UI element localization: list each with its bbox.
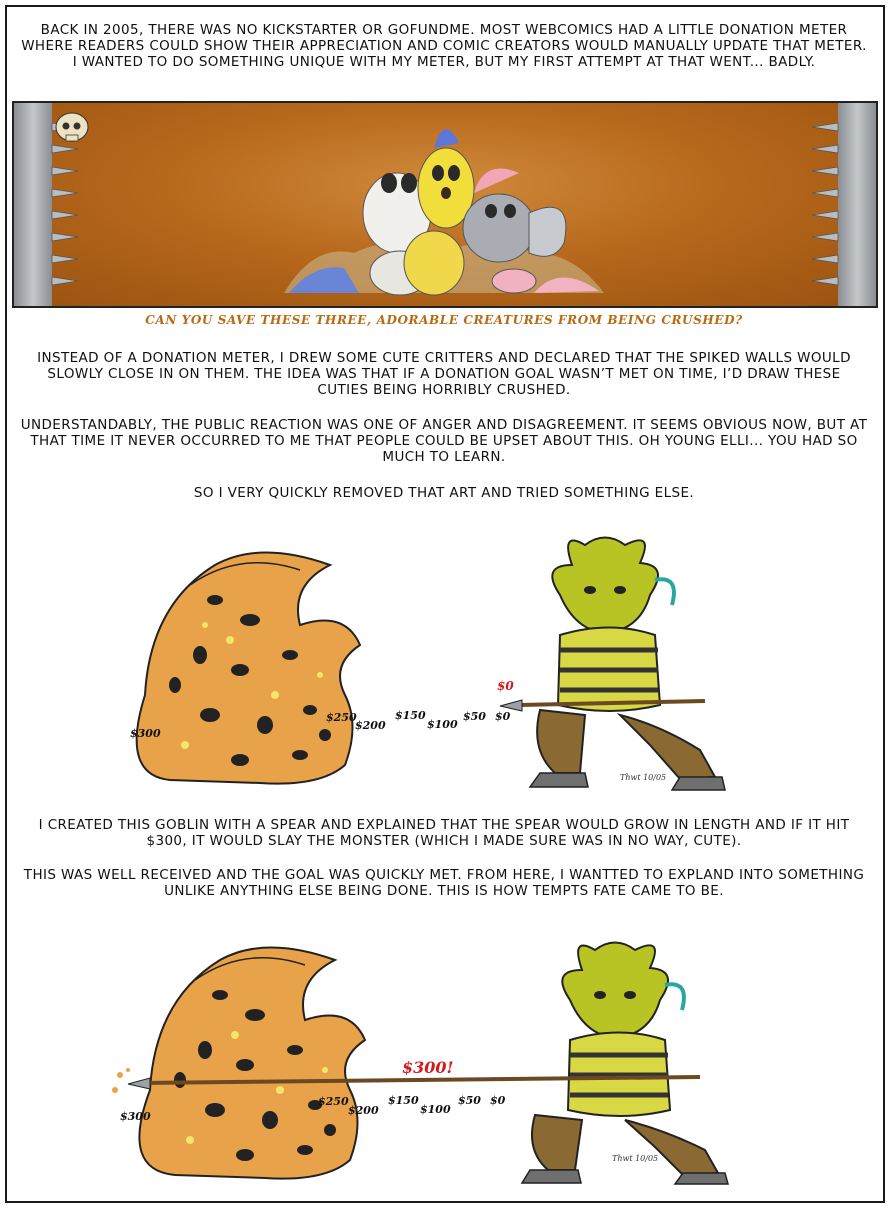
paragraph-removed-art: SO I VERY QUICKLY REMOVED THAT ART AND TRIED SOMETHING ELSE. <box>193 485 695 501</box>
meter-mark-300: $300 <box>130 727 161 740</box>
meter-mark-100: $100 <box>420 1103 451 1116</box>
critters-illustration <box>14 103 876 306</box>
spiked-walls-panel <box>12 101 878 308</box>
monster-icon <box>137 553 360 784</box>
paragraph-public-reaction: UNDERSTANDABLY, THE PUBLIC REACTION WAS ONE OF ANGER AND DISAGREEMENT. IT SEEMS OBVIOUS NOW, BUT AT THAT TIME IT NEVER OCCURRED TO ME THAT PEOPLE COULD BE UPSET ABOUT THIS. OH YOUNG ELLI... YOU HAD SO MUCH TO LEARN. <box>20 417 868 465</box>
panel-caption: CAN YOU SAVE THESE THREE, ADORABLE CREATURES FROM BEING CRUSHED? <box>145 313 743 327</box>
goblin-meter-scene-start <box>0 525 892 800</box>
meter-mark-200: $200 <box>348 1104 379 1117</box>
meter-mark-300: $300 <box>120 1110 151 1123</box>
paragraph-tempts-fate: THIS WAS WELL RECEIVED AND THE GOAL WAS QUICKLY MET. FROM HERE, I WANTTED TO EXPLAND INTO SOMETHING UNLIKE ANYTHING ELSE BEING DONE. THIS IS HOW TEMPTS FATE CAME TO BE. <box>23 867 865 899</box>
meter-mark-150: $150 <box>388 1094 419 1107</box>
skull-icon <box>56 113 88 141</box>
meter-mark-250: $250 <box>318 1095 349 1108</box>
artist-signature: Thwt 10/05 <box>612 1154 659 1163</box>
intro-text: BACK IN 2005, THERE WAS NO KICKSTARTER OR GOFUNDME. MOST WEBCOMICS HAD A LITTLE DONATION METER WHERE READERS COULD SHOW THEIR APPRECIATION AND COMIC CREATORS WOULD MANUALLY UPDATE THAT METER. I WANTED TO DO SOMETHING UNIQUE WITH MY METER, BUT MY FIRST ATTEMPT AT THAT WENT... BADLY. <box>21 22 867 70</box>
left-spikes-icon <box>52 123 78 285</box>
paragraph-goblin-spear: I CREATED THIS GOBLIN WITH A SPEAR AND EXPLAINED THAT THE SPEAR WOULD GROW IN LENGTH AND IF IT HIT $300, IT WOULD SLAY THE MONSTER (WHICH I MADE SURE WAS IN NO WAY, CUTE). <box>38 817 850 849</box>
monster-icon <box>139 948 365 1179</box>
goblin-icon <box>530 538 725 791</box>
meter-mark-50: $50 <box>463 710 486 723</box>
goblin-meter-scene-goal <box>0 925 892 1185</box>
meter-mark-0: $0 <box>490 1094 506 1107</box>
meter-mark-200: $200 <box>355 719 386 732</box>
meter-current-value: $300! <box>402 1058 454 1077</box>
goblin-icon <box>522 943 728 1185</box>
artist-signature: Thwt 10/05 <box>620 773 667 782</box>
meter-mark-150: $150 <box>395 709 426 722</box>
right-spikes-icon <box>812 123 838 285</box>
meter-mark-50: $50 <box>458 1094 481 1107</box>
meter-current-value: $0 <box>497 679 514 693</box>
paragraph-crush-idea: INSTEAD OF A DONATION METER, I DREW SOME CUTE CRITTERS AND DECLARED THAT THE SPIKED WALLS WOULD SLOWLY CLOSE IN ON THEM. THE IDEA WAS THAT IF A DONATION GOAL WASN’T MET ON TIME, I’D DRAW THESE CUTIES BEING HORRIBLY CRUSHED. <box>37 350 851 398</box>
meter-mark-100: $100 <box>427 718 458 731</box>
meter-mark-250: $250 <box>326 711 357 724</box>
meter-mark-0: $0 <box>495 710 511 723</box>
